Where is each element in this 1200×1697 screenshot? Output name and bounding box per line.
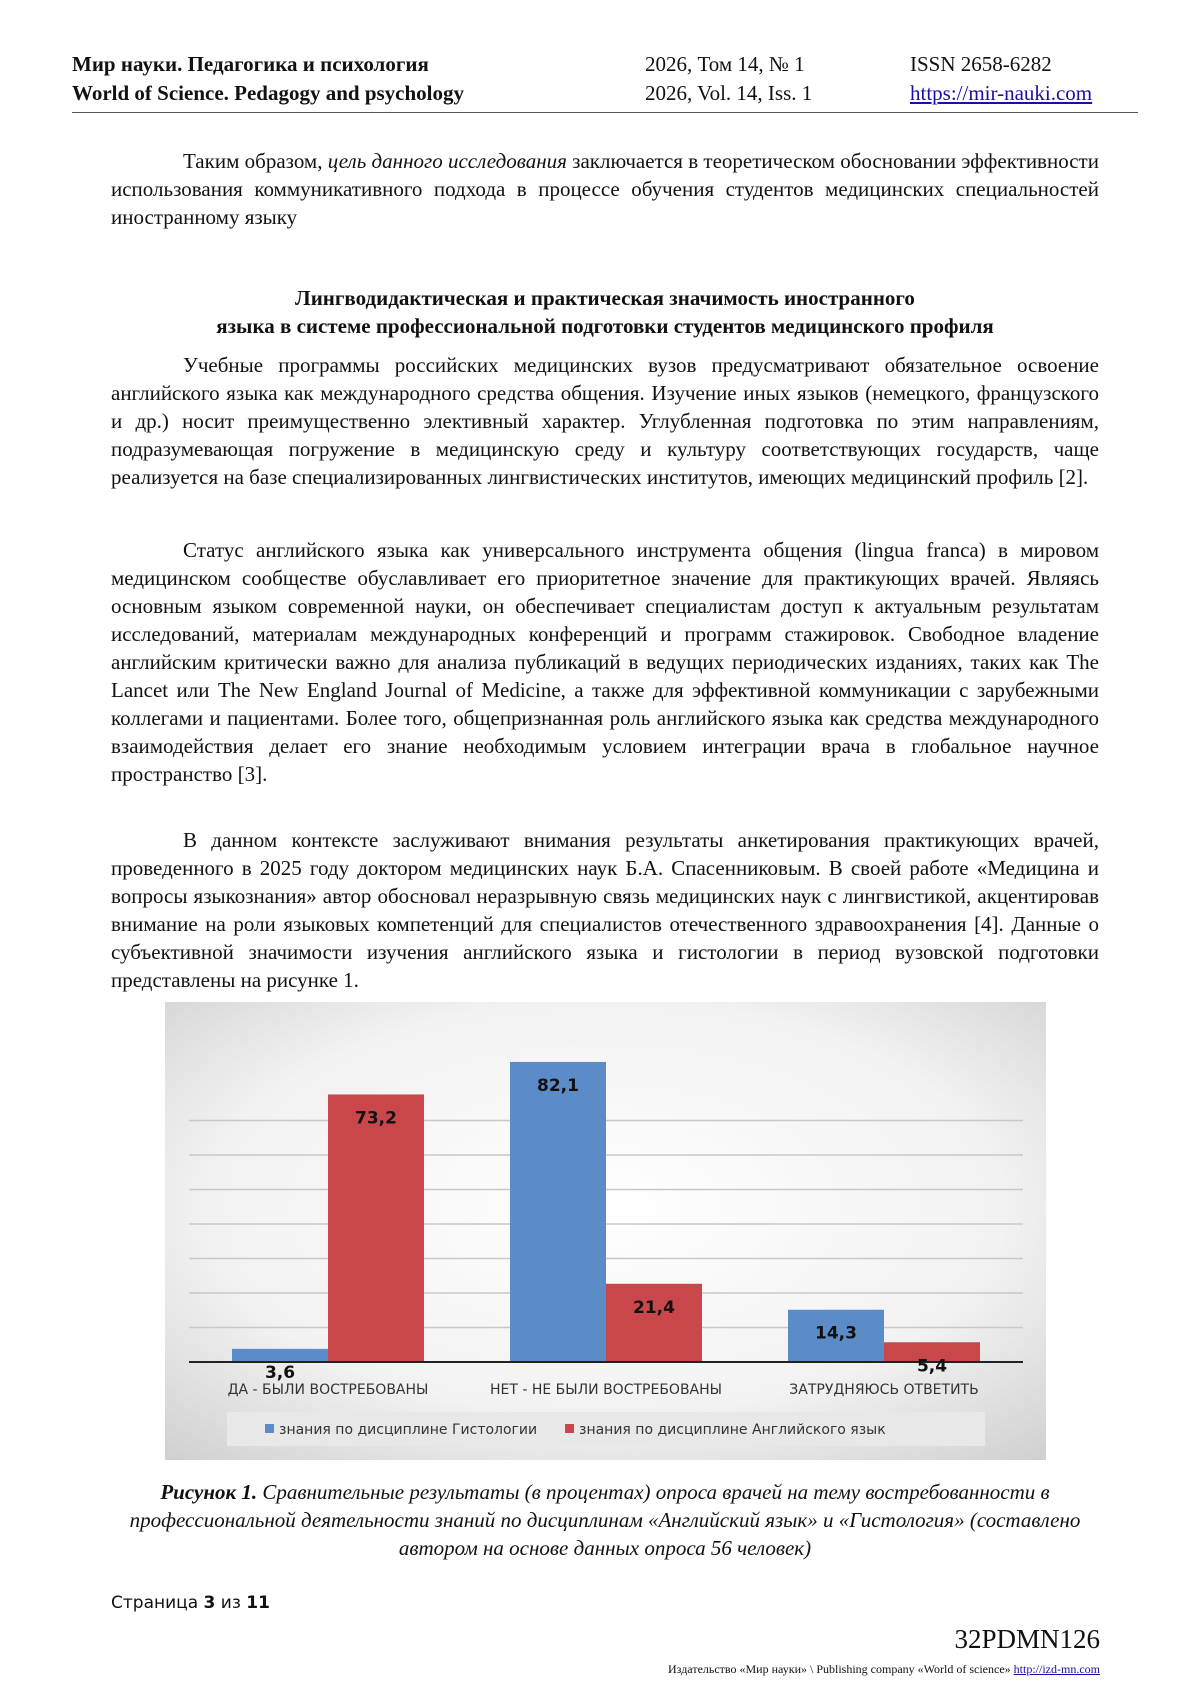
issue-ru: 2026, Том 14, № 1 [645, 52, 805, 76]
bar-english-1 [606, 1284, 702, 1362]
journal-title-en: World of Science. Pedagogy and psychology [72, 81, 465, 105]
paragraph-1: Учебные программы российских медицинских вузов предусматривают обязательное освоение английского языка как международного средства общения. Изучение иных языков (немецкого, французского и др.) носит преимущественно элективный характер. Углубленная подготовка по этим направлениям, подразумевающая погружение в медицинскую среду и культуру соответствующих государств, чаще реализуется на базе специализированных лингвистических институтов, имеющих медицинский профиль [2]. [111, 353, 1099, 489]
category-label: ЗАТРУДНЯЮСЬ ОТВЕТИТЬ [789, 1382, 979, 1398]
journal-url[interactable] [910, 79, 1092, 108]
figure-label: Рисунок 1. [160, 1480, 258, 1504]
header-divider [72, 112, 1138, 113]
category-label: НЕТ - НЕ БЫЛИ ВОСТРЕБОВАНЫ [489, 1382, 723, 1398]
article-code: 32PDMN126 [954, 1624, 1100, 1654]
intro-paragraph: Таким образом, цель данного исследования заключается в теоретическом обосновании эффективности использования коммуникативного подхода в процессе обучения студентов медицинских специальностей иностранному языку [111, 149, 1099, 229]
publisher-line: Издательство «Мир науки» \ Publishing company «World of science» http://izd-mn.com [668, 1662, 1100, 1676]
intro-emphasis: цель данного исследования [327, 149, 567, 173]
paragraph-3: В данном контексте заслуживают внимания результаты анкетирования практикующих врачей, проведенного в 2025 году доктором медицинских наук Б.А. Спасенниковым. В своей работе «Медицина и вопросы языкознания» автор обосновал неразрывную связь медицинских наук с лингвистикой, акцентировав внимание на роли языковых компетенций для специалистов отечественного здравоохранения [4]. Данные о субъективной значимости изучения английского языка и гистологии в период вузовской подготовки представлены на рисунке 1. [111, 828, 1099, 992]
bar-histology-1 [510, 1062, 606, 1362]
figure-caption: Рисунок 1. Сравнительные результаты (в процентах) опроса врачей на тему востребованности в профессиональной деятельности знаний по дисциплинам «Английский язык» и «Гистология» (составлено автором на основе данных опроса 56 человек) [129, 1480, 1081, 1560]
data-label: 5,4 [916, 1356, 948, 1377]
issue-en: 2026, Vol. 14, Iss. 1 [645, 81, 813, 105]
legend-swatch [265, 1424, 274, 1433]
legend-swatch [565, 1424, 574, 1433]
issn: ISSN 2658-6282 [910, 52, 1052, 76]
data-label: 73,2 [355, 1108, 397, 1129]
bar-histology-0 [232, 1349, 328, 1362]
section-title: Лингводидактическая и практическая значимость иностранного языка в системе профессиональной подготовки студентов медицинского профиля [216, 286, 994, 338]
page-counter: Страница 3 из 11 [111, 1593, 270, 1613]
data-label: 14,3 [815, 1323, 857, 1344]
journal-title-ru: Мир науки. Педагогика и психология [72, 52, 429, 76]
legend-label: знания по дисциплине Гистологии [279, 1422, 538, 1438]
bar-english-0 [328, 1094, 424, 1362]
paragraph-2: Статус английского языка как универсального инструмента общения (lingua franca) в мировом медицинском сообществе обуславливает его приоритетное значение для практикующих врачей. Являясь основным языком современной науки, он обеспечивает специалистам доступ к актуальным результатам исследований, материалам международных конференций и программ стажировок. Свободное владение английским критически важно для анализа публикаций в ведущих периодических изданиях, таких как The Lancet или The New England Journal of Medicine, а также для эффективной коммуникации с зарубежными коллегами и пациентами. Более того, общепризнанная роль английского языка как средства международного взаимодействия делает его знание необходимым условием интеграции врача в глобальное научное пространство [3]. [111, 538, 1099, 786]
journal-link[interactable]: https://mir-nauki.com [910, 81, 1093, 105]
figure-1-chart [165, 1002, 1046, 1460]
publisher-link[interactable]: http://izd-mn.com [1013, 1662, 1100, 1676]
data-label: 82,1 [537, 1075, 579, 1096]
category-label: ДА - БЫЛИ ВОСТРЕБОВАНЫ [227, 1382, 429, 1398]
legend-label: знания по дисциплине Английского язык [579, 1422, 886, 1438]
data-label: 21,4 [633, 1297, 675, 1318]
data-label: 3,6 [264, 1362, 296, 1383]
